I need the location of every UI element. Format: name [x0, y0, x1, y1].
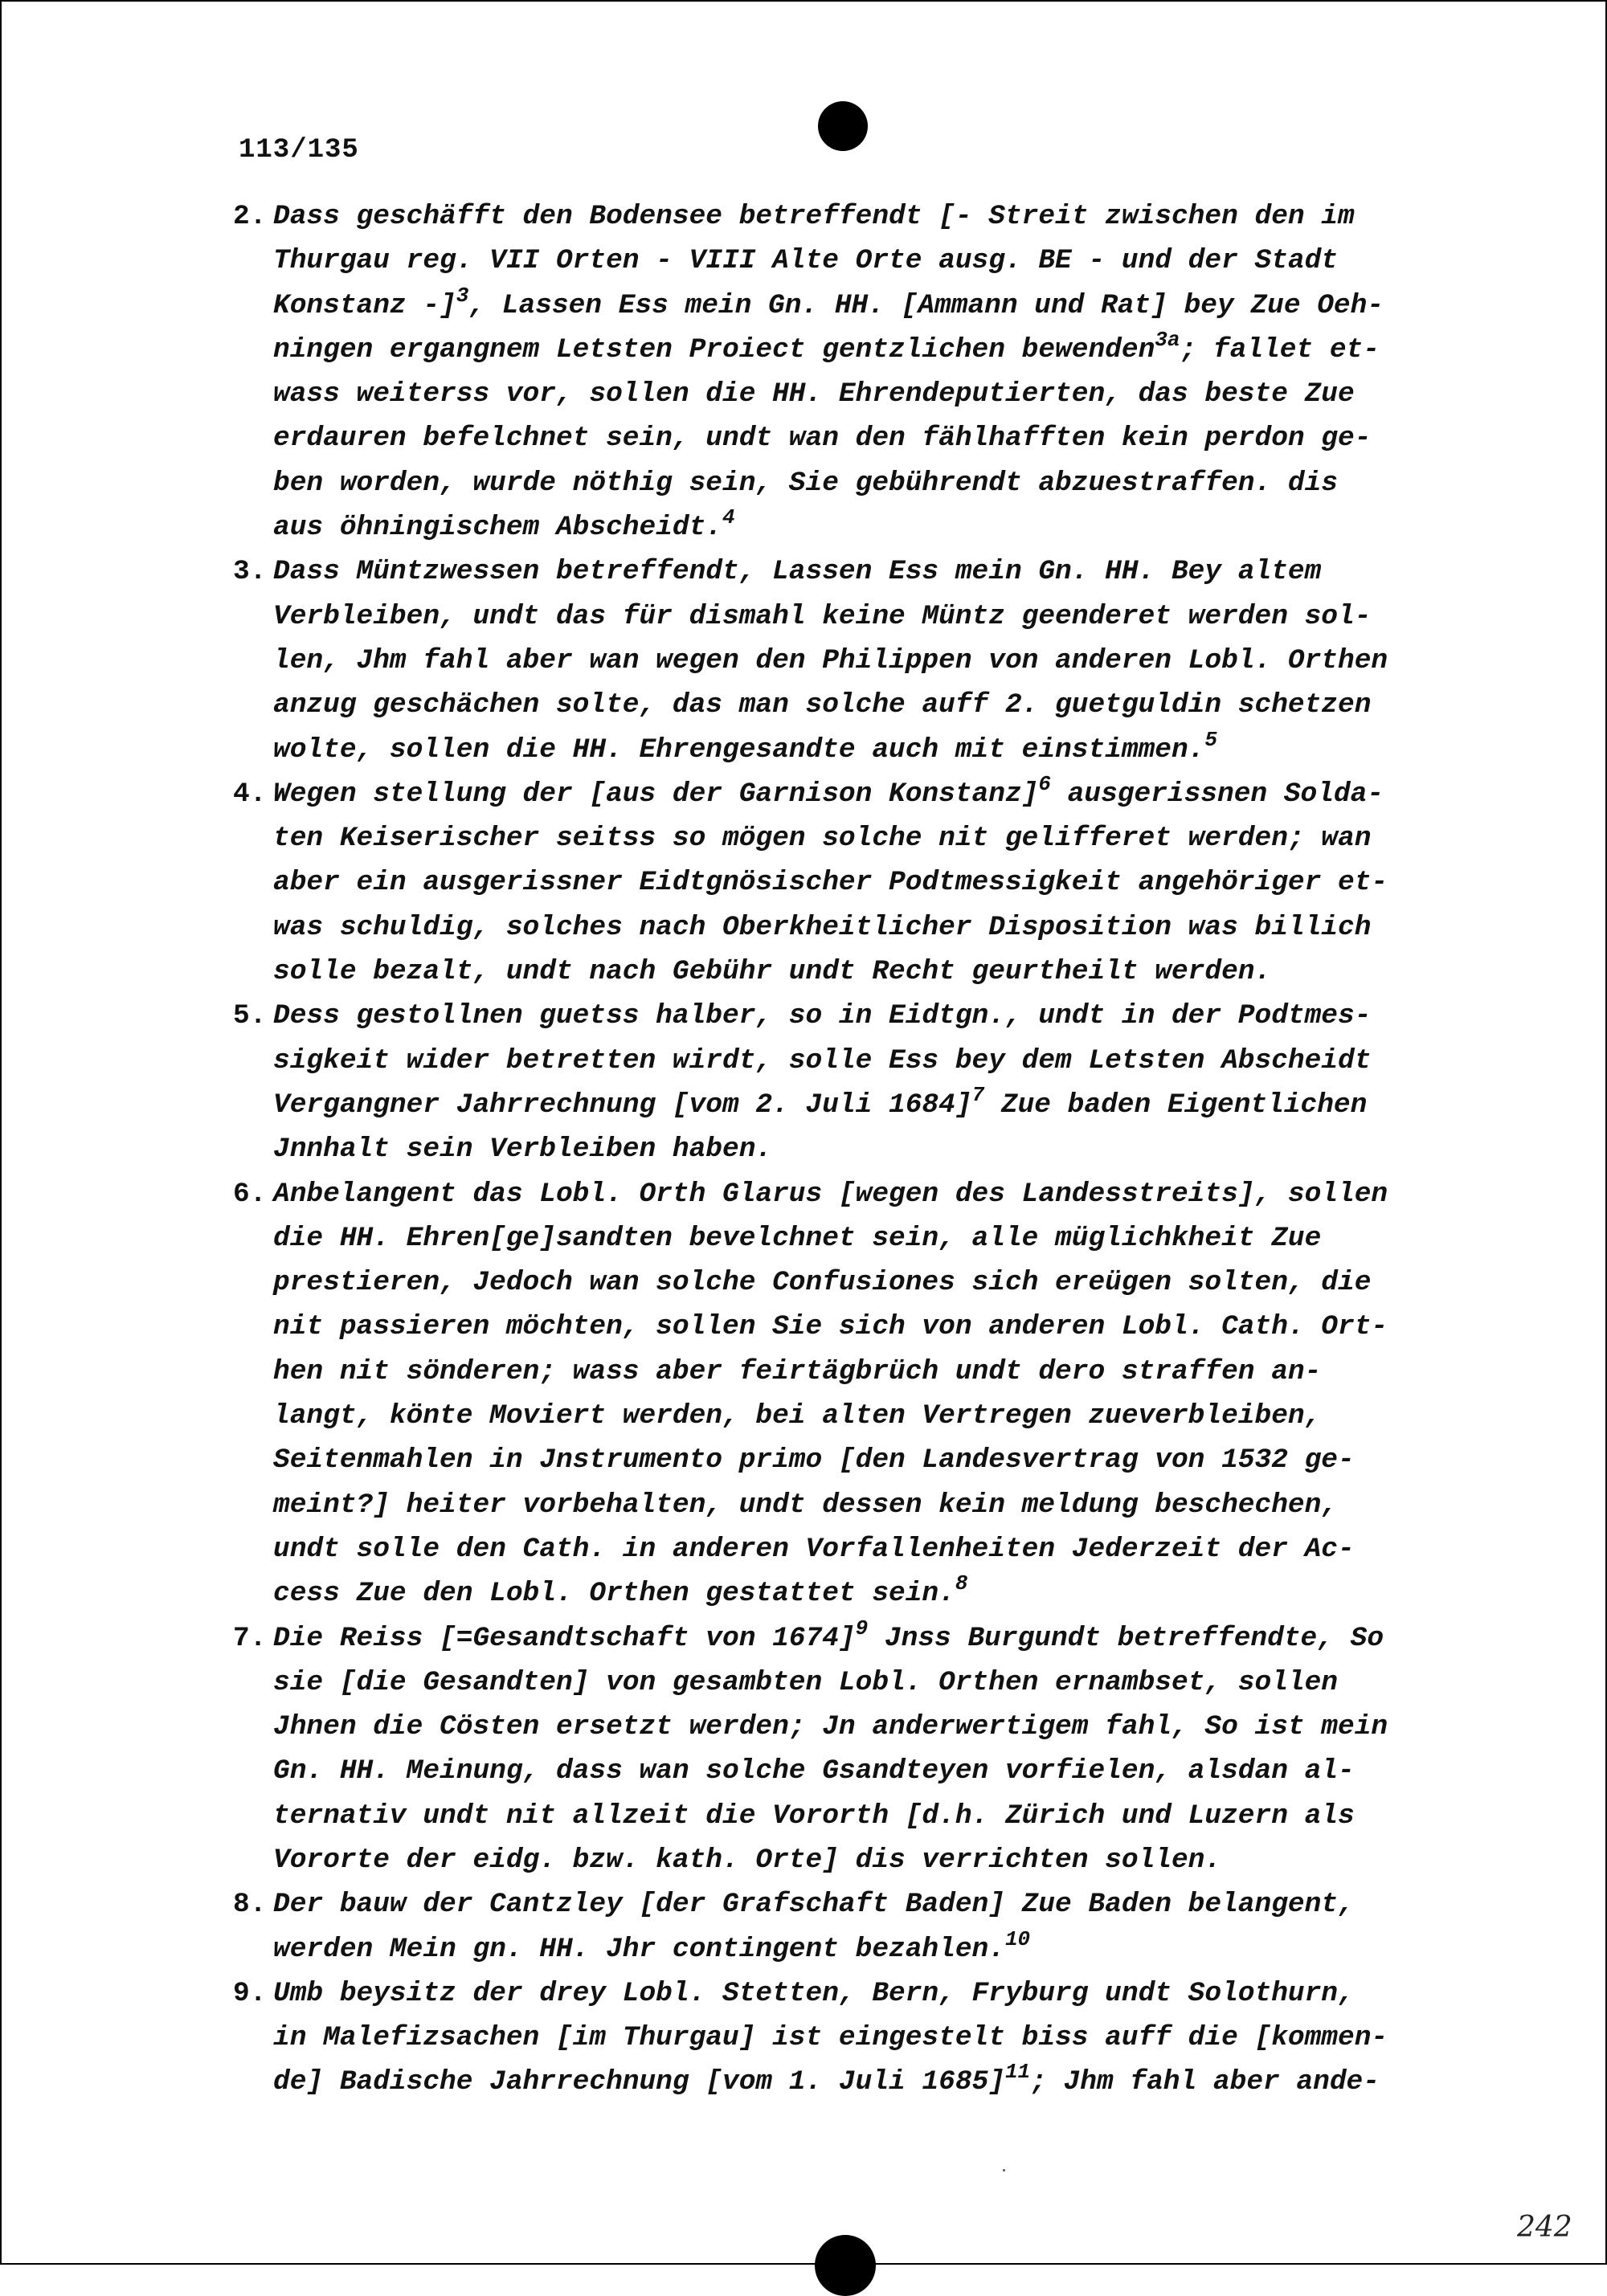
text-run: Anbelangent das Lobl. Orth Glarus [wegen des Landesstreits], sollen die HH. Ehren[ge]sandten bevelchnet sein, alle müglichkheit Zue prestieren, Jedoch wan solche Confusiones sich ereügen solten, die nit passieren möchten, sollen Sie sich von anderen Lobl. Cath. Ort- hen nit sönderen; wass aber feirtägbrüch undt dero straffen an- langt, könte Moviert werden, bei alten Vertregen zueverbleiben, Seitenmahlen in Jnstrumento primo [den Landesvertrag von 1532 ge- meint?] heiter vorbehalten, undt dessen kein meldung beschechen, undt solle den Cath. in anderen Vorfallenheiten Jederzeit der Ac- cess Zue den Lobl. Orthen gestattet sein.: [273, 1178, 1388, 1610]
item-number: 7.: [233, 1622, 267, 1654]
text-run: Dass geschäfft den Bodensee betreffendt [- Streit zwischen den im Thurgau reg. VII Orten - VIII Alte Orte ausg. BE - und der Stadt Konstanz -]: [273, 201, 1355, 321]
item-text: [273, 1971, 1462, 2105]
handwritten-page-number: 242: [1517, 2211, 1572, 2244]
text-run: Dass Müntzwessen betreffendt, Lassen Ess mein Gn. HH. Bey altem Verbleiben, undt das für dismahl keine Müntz geenderet werden sol- len, Jhm fahl aber wan wegen den Philippen von anderen Lobl. Orthen anzug geschächen solte, das man solche auff 2. guetguldin schetzen wolte, sollen die HH. Ehrengesandte auch mit einstimmen.: [273, 556, 1388, 766]
list-item-2: [233, 194, 1462, 549]
page-reference: 113/135: [239, 135, 359, 165]
list-item-3: [233, 549, 1462, 771]
list-item-4: [233, 772, 1462, 994]
text-run: Wegen stellung der [aus der Garnison Konstanz]: [273, 778, 1039, 810]
footnote-ref: 11: [1004, 2060, 1031, 2085]
text-run: Umb beysitz der drey Lobl. Stetten, Bern, Fryburg undt Solothurn, in Malefizsachen [im Thurgau] ist eingestelt biss auff die [kommen- de] Badische Jahrrechnung [vom 1. Juli 1685]: [273, 1977, 1388, 2098]
punch-hole-top: [818, 101, 868, 151]
list-item-9: [233, 1971, 1462, 2105]
item-text: [273, 1882, 1462, 1971]
text-run: Zue baden Eigentlichen Jnnhalt sein Verbleiben haben.: [273, 1089, 1368, 1166]
text-run: Die Reiss [=Gesandtschaft von 1674]: [273, 1622, 856, 1654]
item-text: [273, 549, 1462, 771]
item-number: 6.: [233, 1178, 267, 1210]
item-text: [273, 772, 1462, 994]
item-number: 5.: [233, 1000, 267, 1032]
footnote-ref: 6: [1038, 771, 1051, 796]
paper-speck: [1003, 2169, 1005, 2171]
document-body: [233, 194, 1462, 2105]
footnote-ref: 3a: [1155, 327, 1180, 352]
punch-hole-bottom: [815, 2235, 876, 2296]
footnote-ref: 9: [855, 1616, 869, 1640]
list-item-5: [233, 994, 1462, 1171]
text-run: Dess gestollnen guetss halber, so in Eidtgn., undt in der Podtmes- sigkeit wider betretten wirdt, solle Ess bey dem Letsten Abscheidt Vergangner Jahrrechnung [vom 2. Juli 1684]: [273, 1000, 1372, 1121]
footnote-ref: 3: [456, 283, 469, 308]
text-run: Der bauw der Cantzley [der Grafschaft Baden] Zue Baden belangent, werden Mein gn. HH. Jhr contingent bezahlen.: [273, 1889, 1355, 1965]
item-number: 3.: [233, 556, 267, 588]
text-run: ausgerissnen Solda- ten Keiserischer seitss so mögen solche nit gelifferet werden; wan aber ein ausgerissner Eidtgnösischer Podtmessigkeit angehöriger et- was schuldig, solches nach Oberkheitlicher Disposition was billich solle bezalt, undt nach Gebühr undt Recht geurtheilt werden.: [273, 778, 1388, 988]
text-run: ; fallet et- wass weiterss vor, sollen die HH. Ehrendeputierten, das beste Zue erdauren befelchnet sein, undt wan den fählhafften kein perdon ge- ben worden, wurde nöthig sein, Sie gebührendt abzuestraffen. dis aus öhningischem Abscheidt.: [273, 333, 1380, 544]
item-text: [273, 1616, 1462, 1883]
footnote-ref: 5: [1204, 727, 1217, 752]
footnote-ref: 8: [955, 1571, 968, 1596]
item-number: 9.: [233, 1977, 267, 2009]
list-item-6: [233, 1172, 1462, 1616]
item-text: [273, 194, 1462, 549]
item-number: 8.: [233, 1889, 267, 1921]
item-text: [273, 1172, 1462, 1616]
footnote-ref: 4: [722, 505, 735, 530]
item-number: 4.: [233, 778, 267, 810]
list-item-7: [233, 1616, 1462, 1883]
list-item-8: [233, 1882, 1462, 1971]
footnote-ref: 10: [1004, 1926, 1031, 1951]
text-run: ; Jhm fahl aber ande-: [1030, 2066, 1380, 2098]
item-text: [273, 994, 1462, 1171]
footnote-ref: 7: [971, 1082, 985, 1107]
item-number: 2.: [233, 201, 267, 232]
text-run: Jnss Burgundt betreffendte, So sie [die Gesandten] von gesambten Lobl. Orthen ernambset, sollen Jhnen die Cösten ersetzt werden; Jn anderwertigem fahl, So ist mein Gn. HH. Meinung, dass wan solche Gsandteyen vorfielen, alsdan al- ternativ undt nit allzeit die Vororth [d.h. Zürich und Luzern als Vororte der eidg. bzw. kath. Orte] dis verrichten sollen.: [273, 1622, 1388, 1876]
text-run: , Lassen Ess mein Gn. HH. [Ammann und Rat] bey Zue Oeh- ningen ergangnem Letsten Proiect gentzlichen bewenden: [273, 289, 1384, 366]
